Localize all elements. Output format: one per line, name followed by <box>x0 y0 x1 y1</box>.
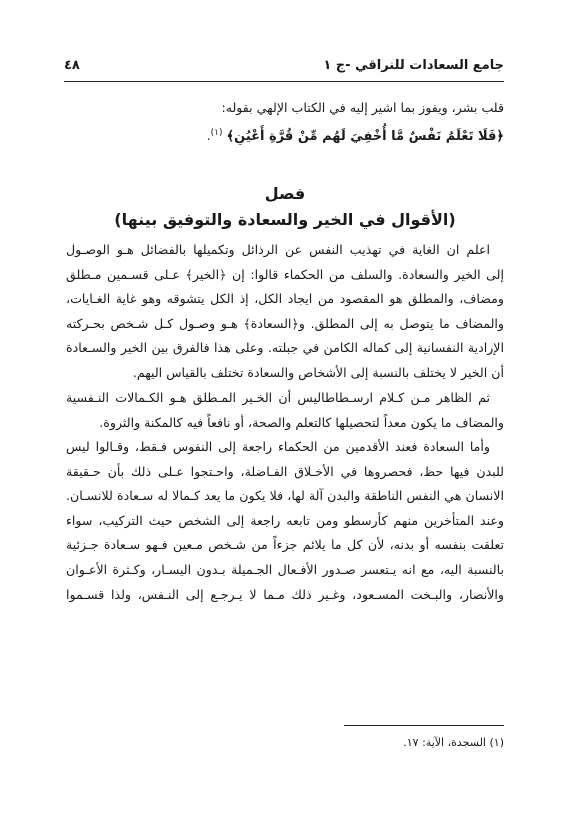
header-rule <box>64 81 504 82</box>
footnote-reference: (١) <box>210 127 223 138</box>
text-line: والمضاف ما يتوصل به إلى المطلق. و﴿السعادة﴾ هـو وصـول كـل شـخص بحـركته <box>66 315 504 331</box>
text-line: بالنسبة اليه، مع انه يـتعسر صـدور الأفـعال الجـميلة بـدون اليسـار، وكـثرة الأعـوان <box>66 561 504 577</box>
paragraph-2 <box>66 386 504 435</box>
text-line: اعلم ان الغاية في تهذيب النفس عن الرذائل وتكميلها بالفضائل هـو الوصـول <box>66 242 490 257</box>
page-number: ٤٨ <box>64 58 80 73</box>
intro-text <box>66 96 504 145</box>
quran-line: ﴿فَلَا تَعْلَمُ نَفْسٌ مَّا أُخْفِيَ لَهُم مِّنْ قُرَّةِ أَعْيُنٍ﴾ $^{(١)}$. <box>206 127 504 144</box>
text-line: تعلقت بنفسه أو بدنه، لأن كل ما يلائم جزءاً من شـخص مـعين فـهو سـعادة جـزئية <box>66 537 504 553</box>
text-line: والأنصار، والبـخت المسـعود، وغـير ذلك مـما لا يـرجـع إلى النـفس، ولذا قسـموا <box>66 586 504 602</box>
quran-verse: ﴿فَلَا تَعْلَمُ نَفْسٌ مَّا أُخْفِيَ لَهُم مِّنْ قُرَّةِ أَعْيُنٍ﴾ <box>226 128 504 144</box>
text-line: ثم الظاهر مـن كـلام ارسـطاطاليس أن الخـير المـطلق هـو الكـمالات النـفسية <box>66 390 490 405</box>
text-line: إلى الخير والسعادة. والسلف من الحكماء قالوا: إن ﴿الخير﴾ عـلى قسـمين مـطلق <box>66 266 504 282</box>
text-line: وأما السعادة فعند الأقدمين من الحكماء راجعة إلى النفوس فـقط، وقـالوا ليس <box>66 439 490 454</box>
text-line: للبدن فيها حظ، فحصروها في الأخـلاق الفـاضلة، واحـتجوا عـلى ذلك بأن حـقيقة <box>66 463 504 479</box>
paragraph-3 <box>66 435 504 607</box>
running-header <box>64 58 504 82</box>
text-line: الانسان هي النفس الناطقة والبدن آلة لها، فلا يكون ما يعد كـمالا له سـعادة للانسـان. <box>66 488 504 504</box>
text-line: الإرادية النفسانية إلى كماله الكامن في جبلته. وعلى هذا فالفرق بين الخير والسـعادة <box>66 340 504 356</box>
text-line: وعند المتأخرين منهم كأرسطو ومن تابعه راجعة إلى الشخص حيث التركيب، سواء <box>66 512 504 528</box>
intro-line: قلب بشر، ويفوز بما اشير إليه في الكتاب الإلهي بقوله: <box>221 100 504 115</box>
book-title: جامع السعادات للنراقي -ج ١ <box>323 58 504 73</box>
text-line: أن الخير لا يختلف بالنسبة إلى الأشخاص والسعادة تختلف بالقياس اليهم. <box>132 364 504 380</box>
section-label: فصل <box>264 184 306 203</box>
footnote-separator <box>344 725 504 726</box>
section-title: (الأقوال في الخير والسعادة والتوفيق بينها) <box>114 210 456 229</box>
paragraph-1 <box>66 238 504 386</box>
text-line: والمضاف ما يكون معداً لتحصيلها كالتعلم والصحة، أو نافعاً فيه كالمكنة والثروة. <box>99 414 504 430</box>
footnote: (١) السجدة، الآية: ١٧. <box>403 736 504 749</box>
text-line: ومضاف، والمطلق هو المقصود من ايجاد الكل، إذ الكل يتشوقه وهو غاية الغـايات، <box>66 291 504 307</box>
